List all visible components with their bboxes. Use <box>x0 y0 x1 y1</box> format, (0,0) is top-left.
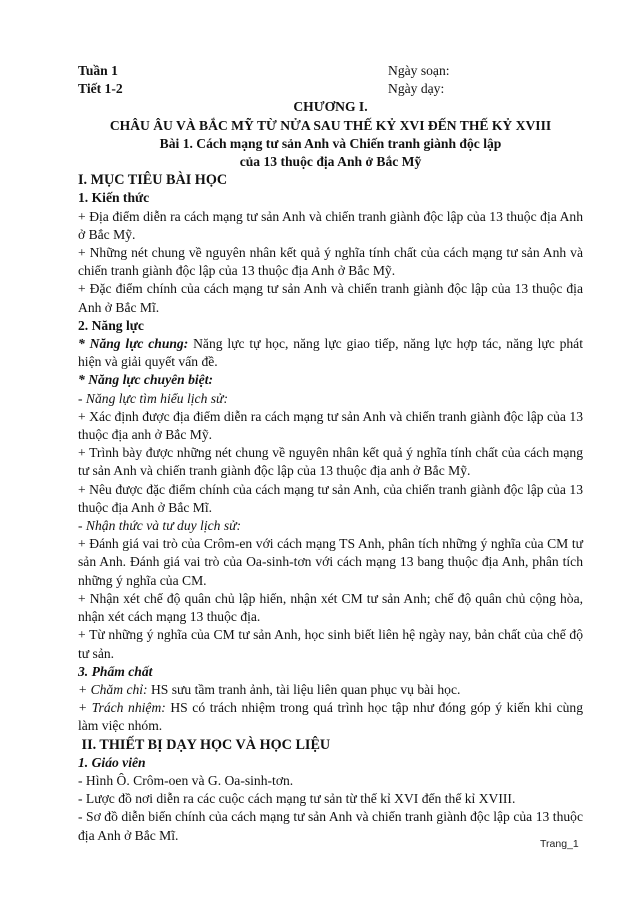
responsibility-label: + Trách nhiệm: <box>78 700 166 716</box>
general-competence-label: * Năng lực chung: <box>78 336 189 352</box>
diligence-label: + Chăm chỉ: <box>78 681 148 697</box>
header-row-1 <box>78 62 583 80</box>
week-label: Tuần 1 <box>78 63 118 78</box>
teacher-item: - Lược đồ nơi diễn ra các cuộc cách mạng tư sản từ thế kỉ XVI đến thế kỉ XVIII. <box>78 791 516 807</box>
research-label: - Năng lực tìm hiểu lịch sử: <box>78 390 228 406</box>
research-item: + Nêu được đặc điểm chính của cách mạng tư sản Anh, của chiến tranh giành độc lập của 13 thuộc địa Anh ở Bắc Mĩ. <box>78 481 583 515</box>
knowledge-heading: 1. Kiến thức <box>78 190 150 206</box>
qualities-heading: 3. Phẩm chất <box>78 663 153 679</box>
lesson-title-line-2: của 13 thuộc địa Anh ở Bắc Mỹ <box>239 154 422 170</box>
diligence-item <box>78 681 583 699</box>
research-item: + Xác định được địa điểm diễn ra cách mạng tư sản Anh và chiến tranh giành độc lập của 13 thuộc địa anh ở Bắc Mỹ. <box>78 408 583 443</box>
teacher-item: - Sơ đồ diễn biến chính của cách mạng tư sản Anh và chiến tranh giành độc lập của 13 thuộc địa Anh ở Bắc Mĩ. <box>78 809 583 843</box>
knowledge-item: + Những nét chung về nguyên nhân kết quả ý nghĩa tính chất của cách mạng tư sản Anh và chiến tranh giành độc lập của 13 thuộc địa Anh ở Bắc Mỹ. <box>78 245 583 279</box>
document-page <box>78 62 583 845</box>
thinking-item: + Đánh giá vai trò của Crôm-en với cách mạng TS Anh, phân tích những ý nghĩa của CM tư sản Anh. Đánh giá vai trò của Oa-sinh-tơn với cách mạng 13 bang thuộc địa Anh, phân tích những ý nghĩa của CM. <box>78 536 583 588</box>
diligence-text: HS sưu tầm tranh ảnh, tài liệu liên quan phục vụ bài học. <box>147 681 461 697</box>
thinking-label: - Nhận thức và tư duy lịch sử: <box>78 518 242 534</box>
chapter-number: CHƯƠNG I. <box>293 99 368 115</box>
general-competence <box>78 335 583 371</box>
responsibility-item <box>78 699 583 735</box>
thinking-item: + Từ những ý nghĩa của CM tư sản Anh, học sinh biết liên hệ ngày nay, bản chất của chế độ tư sản. <box>78 627 583 661</box>
competence-heading: 2. Năng lực <box>78 317 144 333</box>
lesson-title-line-1: Bài 1. Cách mạng tư sản Anh và Chiến tranh giành độc lập <box>159 135 502 151</box>
header-row-2 <box>78 80 583 98</box>
research-item: + Trình bày được những nét chung về nguyên nhân kết quả ý nghĩa tính chất của cách mạng tư sản Anh và chiến tranh giành độc lập của 13 thuộc địa anh ở Bắc Mỹ. <box>78 445 583 479</box>
thinking-item: + Nhận xét chế độ quân chủ lập hiến, nhận xét CM tư sản Anh; chế độ quân chủ cộng hòa, nhận xét cách mạng 13 thuộc địa. <box>78 590 583 625</box>
teacher-item: - Hình Ô. Crôm-oen và G. Oa-sinh-tơn. <box>78 772 294 788</box>
knowledge-item: + Địa điểm diễn ra cách mạng tư sản Anh và chiến tranh giành độc lập của 13 thuộc địa Anh ở Bắc Mỹ. <box>78 208 583 242</box>
knowledge-item: + Đặc điểm chính của cách mạng tư sản Anh và chiến tranh giành độc lập của 13 thuộc địa Anh ở Bắc Mĩ. <box>78 281 583 315</box>
period-label: Tiết 1-2 <box>78 81 123 97</box>
page-number: Trang_1 <box>540 838 579 850</box>
date-prepared-label: Ngày soạn: <box>388 63 450 78</box>
section-2-heading: II. THIẾT BỊ DẠY HỌC VÀ HỌC LIỆU <box>78 736 331 753</box>
general-competence-text: Năng lực tự học, năng lực giao tiếp, năng lực hợp tác, năng lực phát hiện và giải quyết vấn đề. <box>78 336 583 370</box>
section-1-heading: I. MỤC TIÊU BÀI HỌC <box>78 172 228 189</box>
responsibility-text: HS có trách nhiệm trong quá trình học tập như đóng góp ý kiến khi cùng làm việc nhóm. <box>78 700 583 734</box>
chapter-title: CHÂU ÂU VÀ BẮC MỸ TỪ NỬA SAU THẾ KỶ XVI ĐẾN THẾ KỶ XVIII <box>109 117 552 133</box>
teacher-heading: 1. Giáo viên <box>78 754 146 770</box>
specific-competence-label: * Năng lực chuyên biệt: <box>78 372 214 388</box>
date-taught-label: Ngày dạy: <box>388 81 445 97</box>
